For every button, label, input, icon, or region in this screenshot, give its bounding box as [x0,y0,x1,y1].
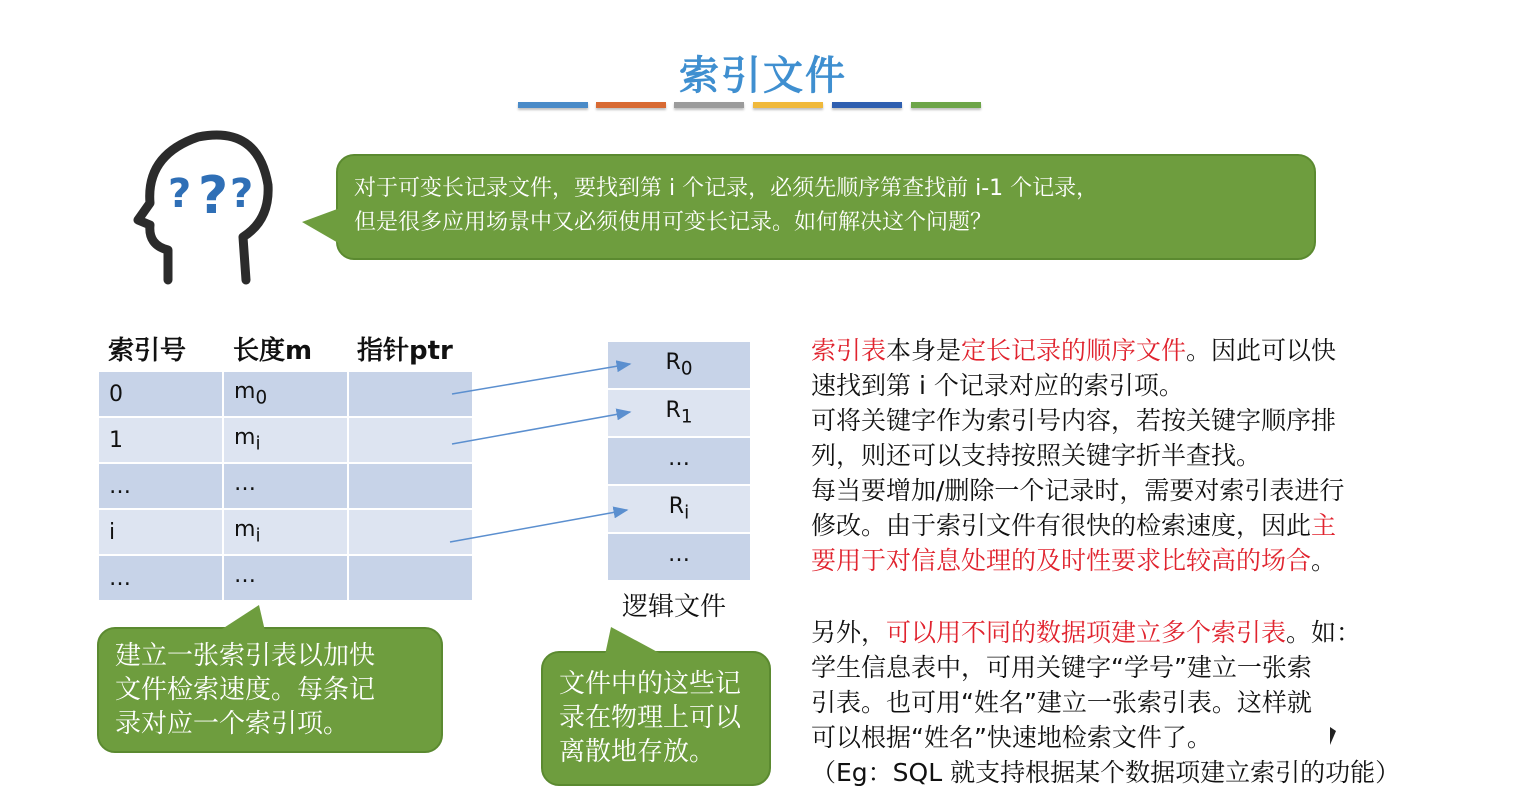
explanation-paragraph-4: 另外，可以用不同的数据项建立多个索引表。如： 学生信息表中，可用关键字“学号”建立一张索 引表。也可用“姓名”建立一张索引表。这样就 可以根据“姓名”快速地检索文件了。 [811,618,1362,752]
index-cell: i [98,509,223,555]
length-cell: … [223,555,348,601]
record-cell: $R_i$ [608,485,750,533]
svg-text:?: ? [198,166,229,226]
index-cell: … [98,555,223,601]
mouse-cursor-icon [1330,727,1336,745]
explanation-paragraph-2: 可将关键字作为索引号内容，若按关键字顺序排 列，则还可以支持按照关键字折半查找。 [811,406,1337,470]
note-line: 录对应一个索引项。 [115,709,350,739]
index-cell: 1 [98,417,223,463]
note-line: 建立一张索引表以加快 [115,641,376,671]
header-index-no: 索引号 [108,336,187,366]
note-line: 录在物理上可以 [559,703,742,733]
length-cell: … [223,463,348,509]
note-line: 文件检索速度。每条记 [115,675,376,705]
pointer-arrow [450,510,627,542]
record-cell: $R_1$ [608,389,750,437]
index-cell: 0 [98,371,223,417]
page-title: 索引文件 [679,53,847,99]
example-note: （Eg：SQL 就支持根据某个数据项建立索引的功能） [811,758,1401,787]
note-line: 文件中的这些记 [559,669,742,699]
explanation-paragraph-1: 索引表本身是定长记录的顺序文件。因此可以快 速找到第 i 个记录对应的索引项。 [811,336,1337,400]
index-cell: … [98,463,223,509]
length-cell: $m_0$ [223,371,348,417]
question-line: 但是很多应用场景中又必须使用可变长记录。如何解决这个问题？ [354,210,993,235]
logical-file-caption: 逻辑文件 [622,592,727,622]
svg-text:?: ? [168,171,192,217]
length-cell: $m_i$ [223,509,348,555]
explanation-paragraph-3: 每当要增加/删除一个记录时，需要对索引表进行 修改。由于索引文件有很快的检索速度，因此主 要用于对信息处理的及时性要求比较高的场合。 [811,476,1345,575]
record-cell: $R_0$ [608,342,750,389]
question-line: 对于可变长记录文件，要找到第 i 个记录，必须先顺序第查找前 i-1 个记录， [354,176,1099,201]
header-pointer: 指针ptr [357,336,453,366]
record-note-bubble [541,651,771,786]
record-cell: … [608,533,750,581]
bubble-tail [219,605,265,631]
length-cell: $m_i$ [223,417,348,463]
bubble-tail [605,627,663,655]
header-length: 长度m [233,336,313,366]
index-table-note-bubble [97,627,443,753]
pointer-arrow [452,364,630,394]
record-cell: … [608,437,750,485]
pointer-arrow [452,412,630,444]
svg-text:?: ? [230,171,254,217]
note-line: 离散地存放。 [559,737,716,767]
